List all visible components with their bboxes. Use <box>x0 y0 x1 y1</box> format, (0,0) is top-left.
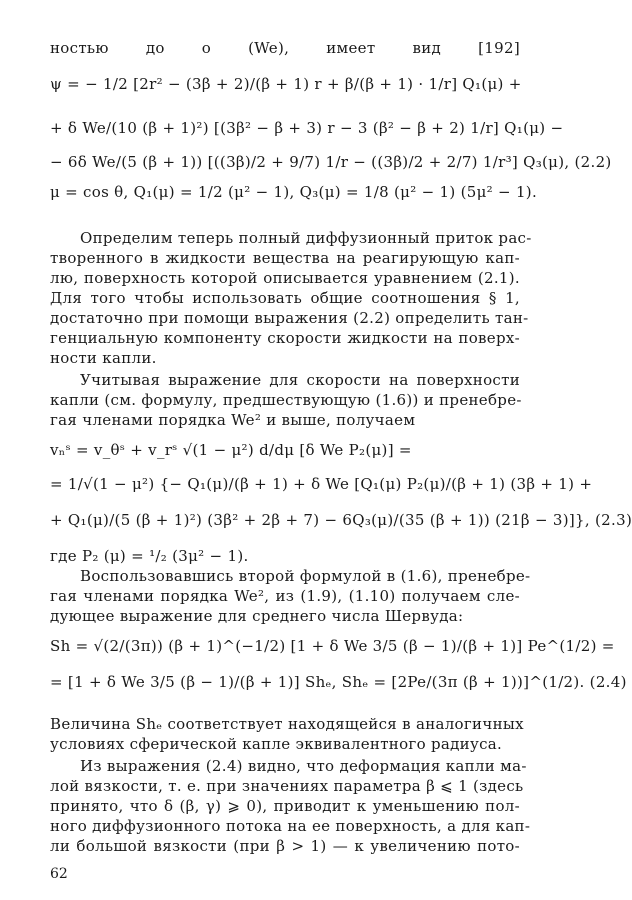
equation-line: − 6δ We/(5 (β + 1)) [((3β)/2 + 9/7) 1/r − ((3β)/2 + 2/7) 1/r³] Q₃(μ), (2.2) <box>50 153 612 171</box>
equation-line: Sh = √(2/(3π)) (β + 1)^(−1/2) [1 + δ We 3/5 (β − 1)/(β + 1)] Pe^(1/2) = <box>50 637 615 655</box>
paragraph-line: Величина Shₑ соответствует находящейся в аналогичных <box>50 715 524 733</box>
paragraph-line: дующее выражение для среднего числа Шервуда: <box>50 607 464 625</box>
paragraph-line: гая членами порядка We², из (1.9), (1.10) получаем сле- <box>50 587 520 605</box>
paragraph-line: Воспользовавшись второй формулой в (1.6), пренебре- <box>80 567 531 585</box>
paragraph-line: гая членами порядка We² и выше, получаем <box>50 411 416 429</box>
text-line: ностью до o (We), имеет вид [192] <box>50 39 520 57</box>
equation-line: = 1/√(1 − μ²) {− Q₁(μ)/(β + 1) + δ We [Q₁(μ) P₂(μ)/(β + 1) (3β + 1) + <box>50 475 593 493</box>
paragraph-line: Определим теперь полный диффузионный приток рас- <box>80 229 532 247</box>
paragraph-line: творенного в жидкости вещества на реагирующую кап- <box>50 249 520 267</box>
paragraph-line: генциальную компоненту скорости жидкости на поверх- <box>50 329 520 347</box>
paragraph-line: лой вязкости, т. е. при значениях параметра β ⩽ 1 (здесь <box>50 777 524 795</box>
paragraph-line: принято, что δ (β, γ) ⩾ 0), приводит к уменьшению пол- <box>50 797 520 815</box>
equation-line: = [1 + δ We 3/5 (β − 1)/(β + 1)] Shₑ, Shₑ = [2Pe/(3π (β + 1))]^(1/2). (2.4) <box>50 673 627 691</box>
paragraph-line: ного диффузионного потока на ее поверхность, а для кап- <box>50 817 531 835</box>
equation-line: μ = cos θ, Q₁(μ) = 1/2 (μ² − 1), Q₃(μ) = 1/8 (μ² − 1) (5μ² − 1). <box>50 183 538 201</box>
equation-line: ψ = − 1/2 [2r² − (3β + 2)/(β + 1) r + β/(β + 1) · 1/r] Q₁(μ) + <box>50 75 522 93</box>
equation-line: + δ We/(10 (β + 1)²) [(3β² − β + 3) r − 3 (β² − β + 2) 1/r] Q₁(μ) − <box>50 119 564 137</box>
paragraph-line: ности капли. <box>50 349 157 367</box>
paragraph-line: ли большой вязкости (при β > 1) — к увеличению пото- <box>50 837 520 855</box>
paragraph-line: условиях сферической капле эквивалентного радиуса. <box>50 735 503 753</box>
equation-line: vₙˢ = v_θˢ + v_rˢ √(1 − μ²) d/dμ [δ We P₂(μ)] = <box>50 441 412 459</box>
equation-line: + Q₁(μ)/(5 (β + 1)²) (3β² + 2β + 7) − 6Q₃(μ)/(35 (β + 1)) (21β − 3)]}, (2.3) <box>50 511 632 529</box>
paragraph-line: Для того чтобы использовать общие соотношения § 1, <box>50 289 520 307</box>
paragraph-line: где P₂ (μ) = ¹/₂ (3μ² − 1). <box>50 547 249 565</box>
page-number: 62 <box>50 866 68 882</box>
paragraph-line: Из выражения (2.4) видно, что деформация капли ма- <box>80 757 527 775</box>
paragraph-line: капли (см. формулу, предшествующую (1.6)) и пренебре- <box>50 391 522 409</box>
paragraph-line: Учитывая выражение для скорости на поверхности <box>80 371 520 389</box>
paragraph-line: лю, поверхность которой описывается уравнением (2.1). <box>50 269 520 287</box>
paragraph-line: достаточно при помощи выражения (2.2) определить тан- <box>50 309 529 327</box>
